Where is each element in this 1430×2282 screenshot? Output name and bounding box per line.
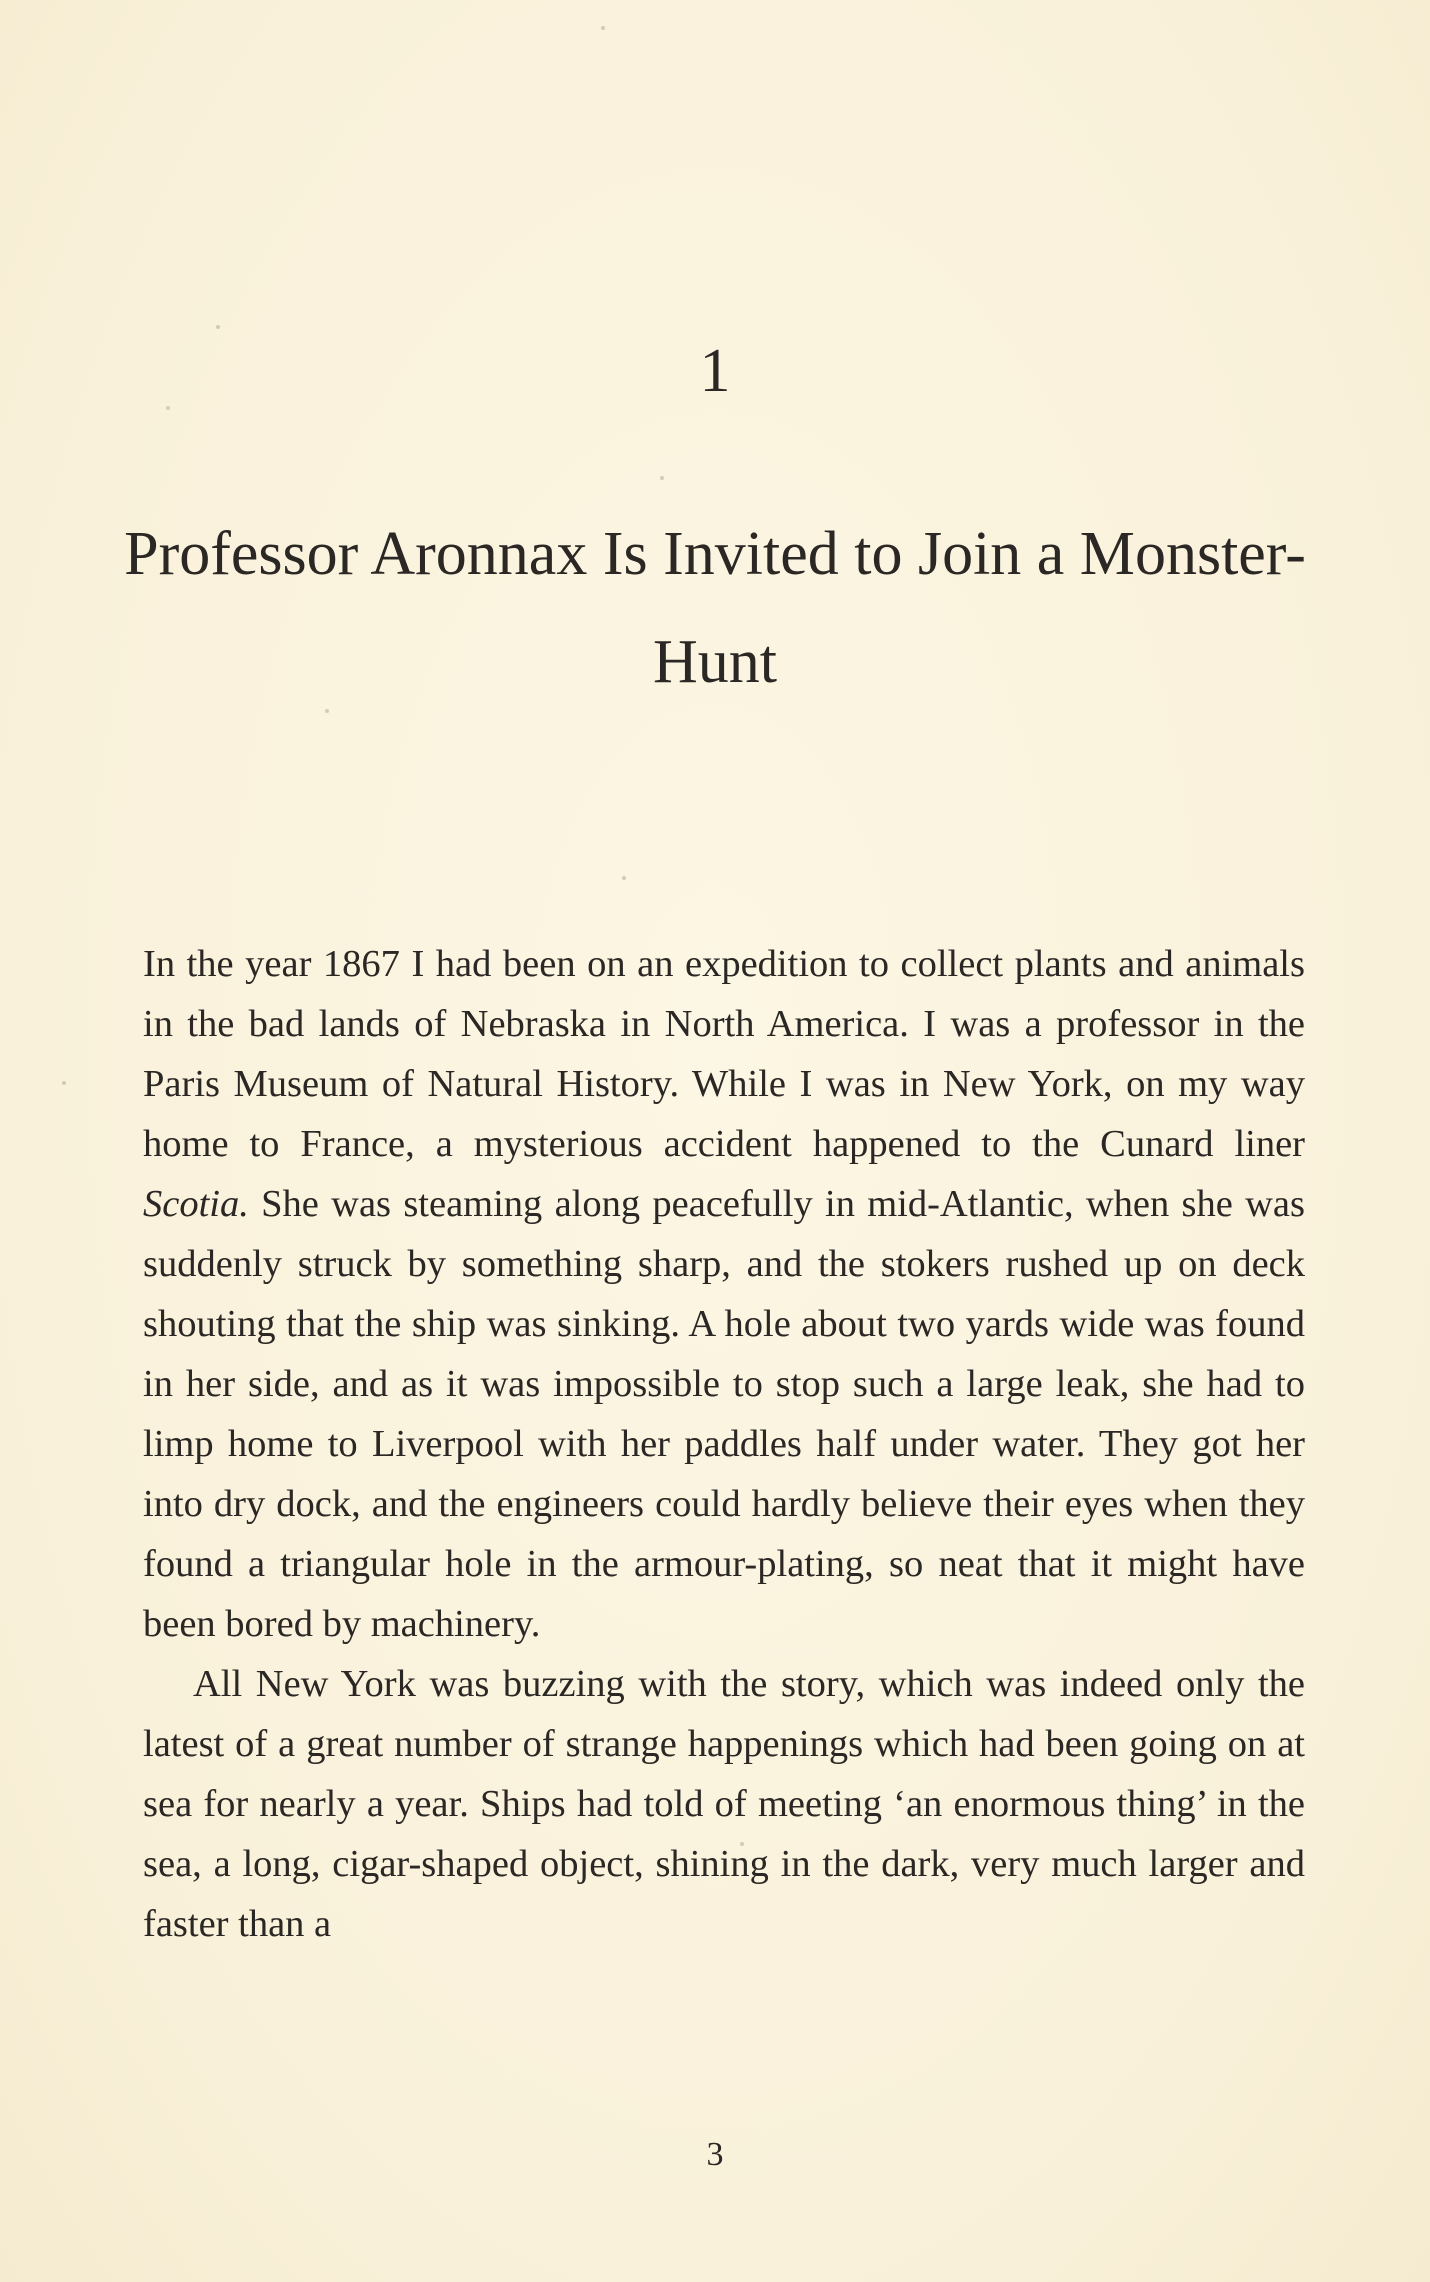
- chapter-body: [143, 934, 1305, 1954]
- ship-name-italic: Scotia.: [143, 1183, 249, 1225]
- chapter-number: 1: [699, 337, 731, 405]
- paper-speck: [62, 1081, 66, 1085]
- paragraph-1-text-end: She was steaming along peacefully in mid-Atlantic, when she was suddenly struck by something sharp, and the stokers rushed up on deck shouting that the ship was sinking. A hole about two yards wide was found in her side, and as it was impossible to stop such a large leak, she had to limp home to Liverpool with her paddles half under water. They got her into dry dock, and the engineers could hardly believe their eyes when they found a triangular hole in the armour-plating, so neat that it might have been bored by machinery.: [143, 1183, 1305, 1645]
- paper-speck: [622, 876, 626, 880]
- chapter-title: Professor Aronnax Is Invited to Join a Monster-Hunt: [124, 520, 1306, 696]
- paper-speck: [166, 406, 170, 410]
- page-number: 3: [706, 2136, 724, 2173]
- paper-speck: [601, 26, 605, 30]
- paragraph-1: [143, 934, 1305, 1654]
- paper-speck: [216, 325, 220, 329]
- paragraph-1-text-start: In the year 1867 I had been on an expedition to collect plants and animals in the bad lands of Nebraska in North America. I was a professor in the Paris Museum of Natural History. While I was in New York, on my way home to France, a mysterious accident happened to the Cunard liner: [143, 943, 1305, 1165]
- paper-speck: [660, 476, 664, 480]
- paragraph-2: All New York was buzzing with the story, which was indeed only the latest of a great number of strange happenings which had been going on at sea for nearly a year. Ships had told of meeting ‘an enormous thing’ in the sea, a long, cigar-shaped object, shining in the dark, very much larger and faster than a: [143, 1663, 1305, 1945]
